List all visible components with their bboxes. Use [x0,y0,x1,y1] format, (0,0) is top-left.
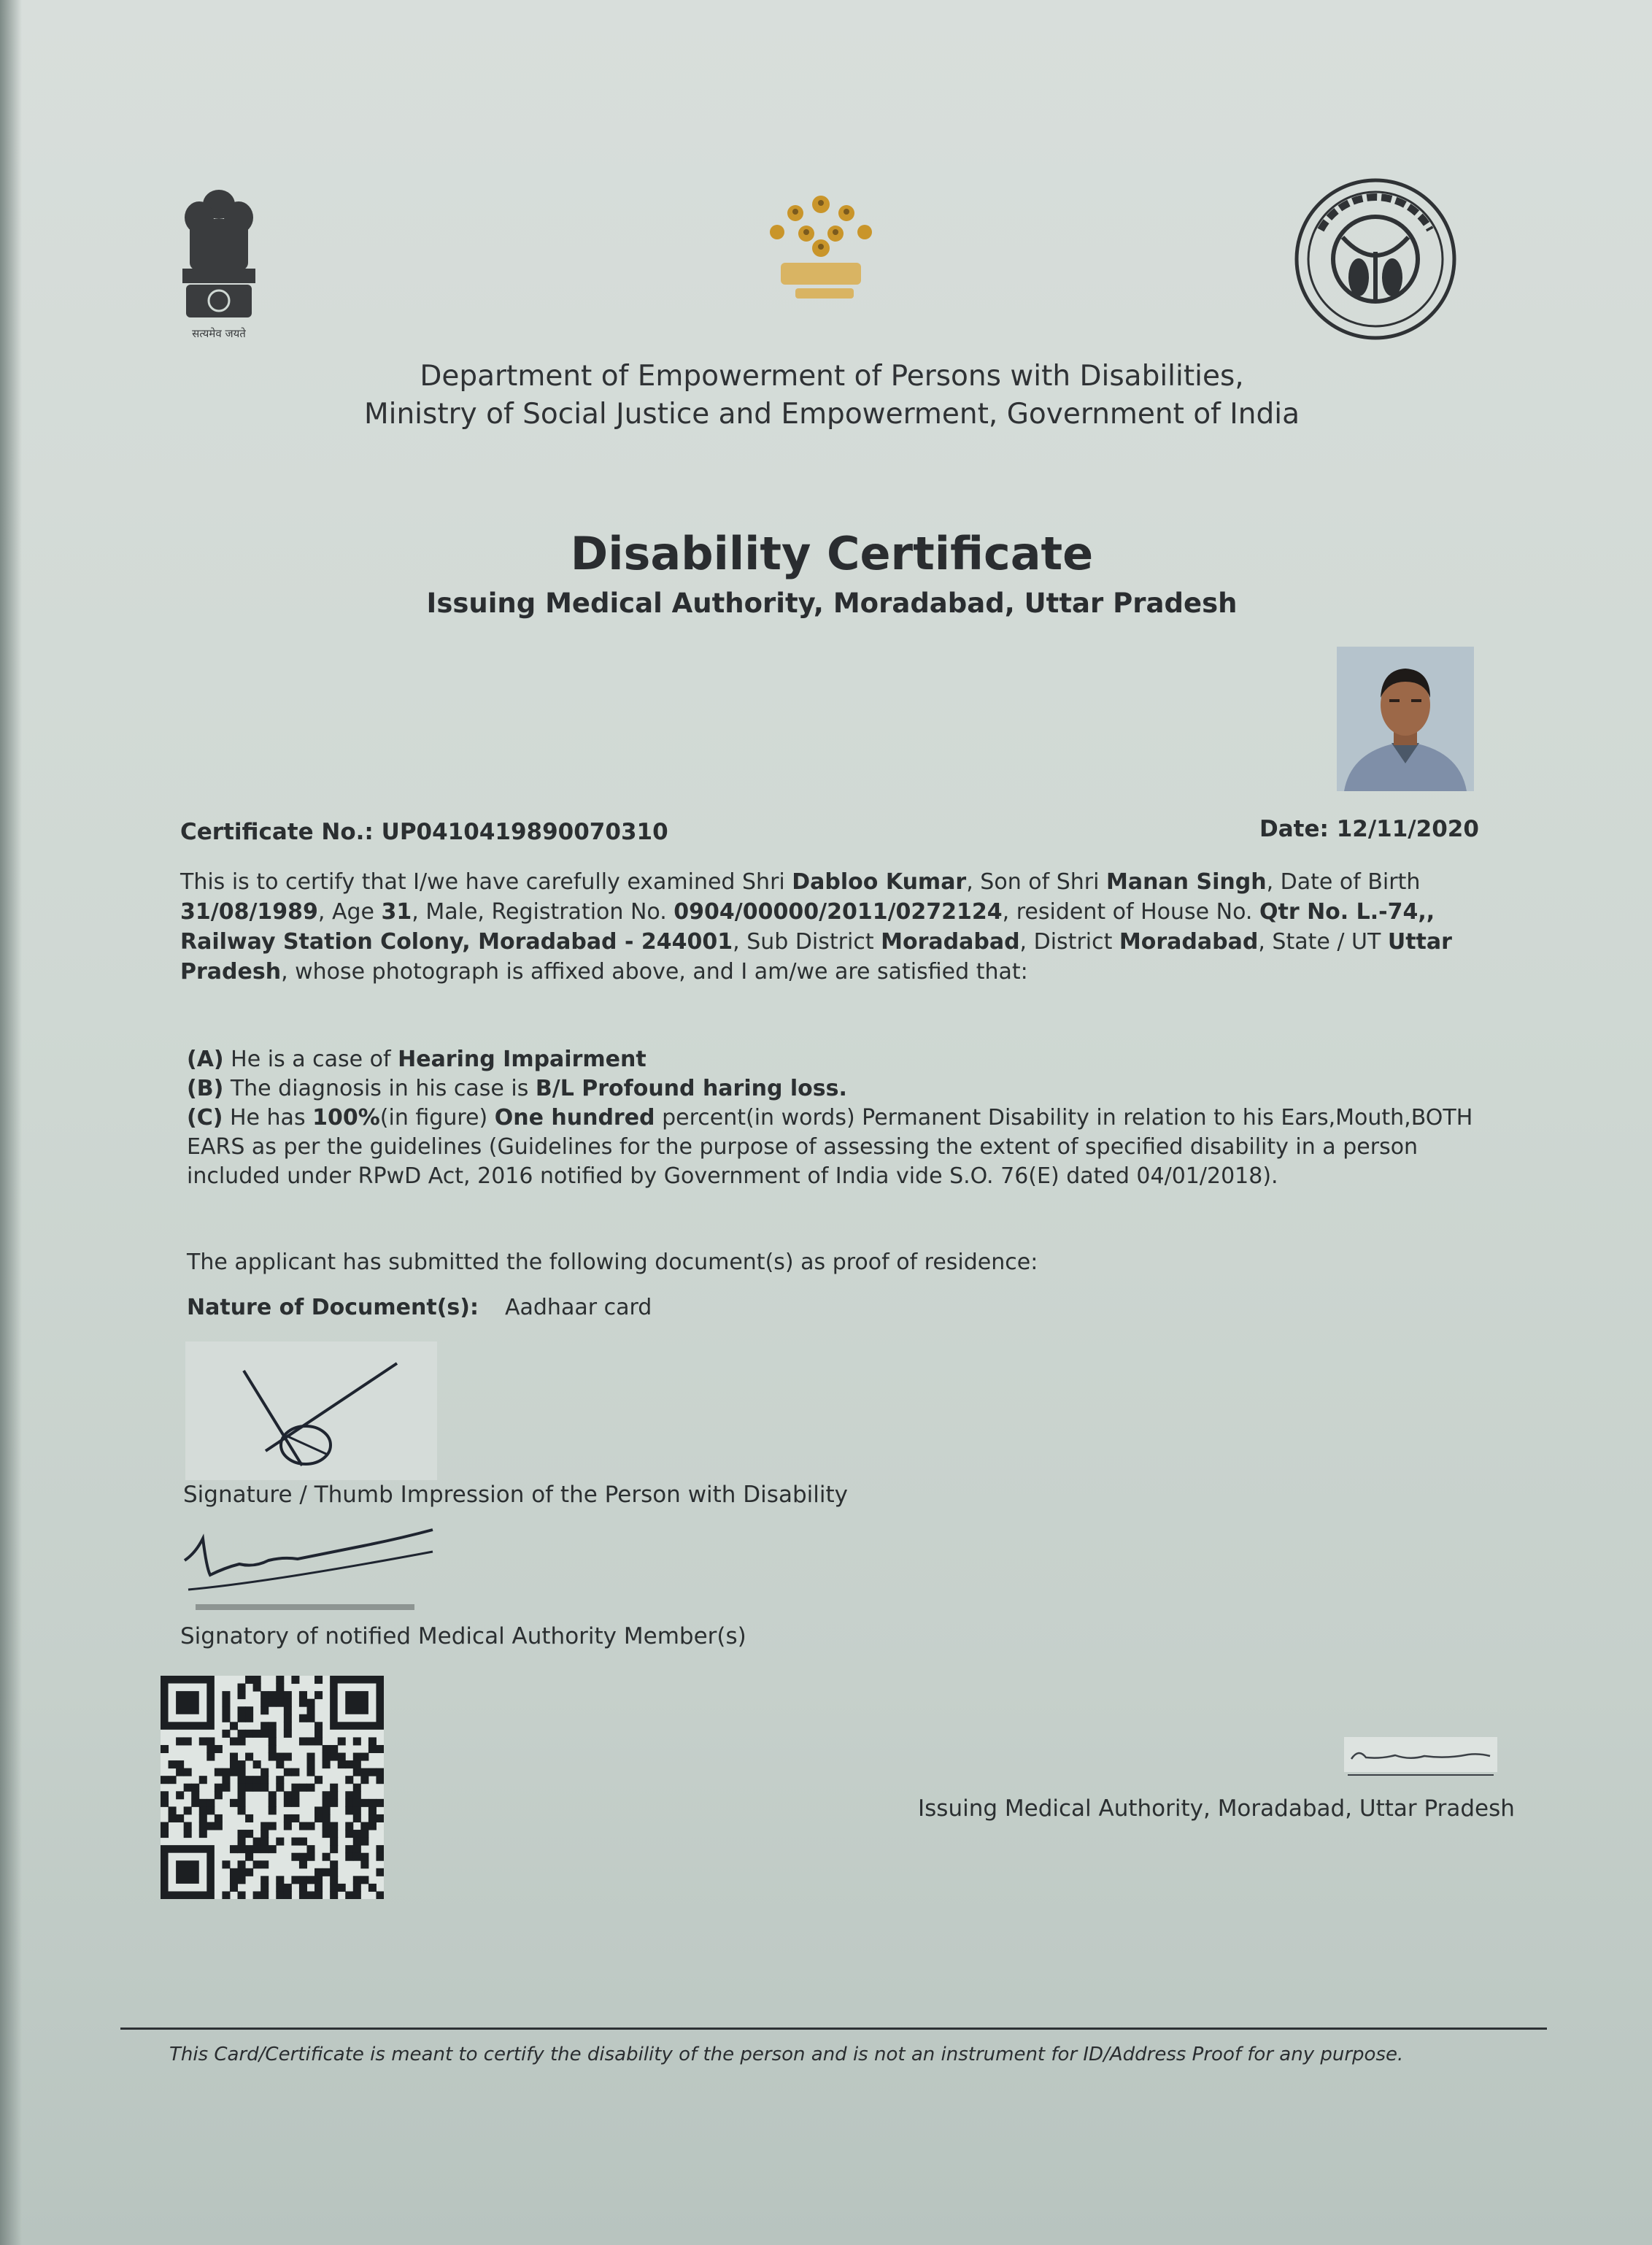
person-signature-caption: Signature / Thumb Impression of the Person with Disability [183,1482,848,1508]
emblem-caption: सत्यमेव जयते [192,327,246,340]
date-of-birth: 31/08/1989 [180,899,318,925]
finding-text: percent(in words) Permanent Disability in relation to his Ears,Mouth,BOTH EARS as per the guidelines (Guidelines for the purpose of assessing the extent of specified disability in a person included under RPwD Act, 2016 notified by Government of India vide S.O. 76(E) dated 04/01/2018). [187,1105,1473,1189]
finding-label: (B) [187,1076,224,1101]
body-text: This is to certify that I/we have carefully examined Shri [180,869,792,895]
finding-text: He is a case of [223,1047,398,1072]
certificate-number-label: Certificate No.: [180,819,374,845]
nature-of-document-value: Aadhaar card [504,1295,652,1320]
finding-c [187,1104,1493,1191]
issuer-signature [1344,1737,1497,1781]
body-text: , Male, Registration No. [412,899,674,925]
body-text: , resident of House No. [1002,899,1259,925]
applicant-name: Dabloo Kumar [792,869,967,895]
medical-findings [187,1045,1493,1191]
certificate-date [1259,816,1479,842]
residence-proof-intro: The applicant has submitted the following document(s) as proof of residence: [187,1249,1038,1275]
finding-label: (A) [187,1047,224,1072]
age: 31 [381,899,412,925]
department-line: Department of Empowerment of Persons with Disabilities, [420,360,1244,393]
authority-signature-caption: Signatory of notified Medical Authority Member(s) [180,1623,746,1649]
body-text: , Age [317,899,382,925]
body-text: , Son of Shri [966,869,1106,895]
disability-percent: 100% [312,1105,380,1131]
sub-district: Moradabad [881,929,1020,955]
nature-of-document-label: Nature of Document(s): [187,1295,479,1320]
issuing-department-header [314,358,1350,434]
ashoka-emblem-icon [164,175,274,343]
finding-text: (in figure) [379,1105,495,1131]
finding-text: He has [223,1105,313,1131]
body-text: , Sub District [733,929,881,955]
finding-text: The diagnosis in his case is [223,1076,536,1101]
uttar-pradesh-seal-icon [1292,172,1459,347]
finding-a [187,1045,1493,1074]
disability-type: Hearing Impairment [398,1047,646,1072]
footer-divider [120,2028,1547,2030]
certificate-number [180,819,668,845]
finding-b [187,1074,1493,1104]
authority-signature [181,1524,436,1619]
diagnosis: B/L Profound haring loss. [535,1076,847,1101]
father-name: Manan Singh [1105,869,1267,895]
page-title: Disability Certificate [570,527,1094,580]
certificate-date-value: 12/11/2020 [1336,816,1479,842]
sugamya-bharat-logo-icon [752,175,890,314]
address: Qtr No. L.-74,, Railway Station Colony, Moradabad - 244001 [180,899,1435,955]
paper-shadow [0,0,22,2245]
ministry-line: Ministry of Social Justice and Empowerment, Government of India [363,398,1300,431]
certificate-date-label: Date: [1259,816,1329,842]
finding-label: (C) [187,1105,223,1131]
certificate-number-value: UP0410419890070310 [381,819,668,845]
page-subtitle: Issuing Medical Authority, Moradabad, Uttar Pradesh [426,588,1238,619]
certification-paragraph [180,867,1486,987]
qr-code [161,1676,384,1899]
state: Uttar Pradesh [180,929,1452,985]
body-text: , State / UT [1258,929,1388,955]
body-text: , District [1019,929,1119,955]
applicant-photo [1337,647,1474,791]
person-signature [185,1341,437,1480]
body-text: , Date of Birth [1266,869,1421,895]
disability-percent-words: One hundred [494,1105,655,1131]
district: Moradabad [1119,929,1259,955]
nature-of-document [187,1295,652,1320]
footer-disclaimer: This Card/Certificate is meant to certify the disability of the person and is not an instrument for ID/Address Proof for any purpose. [169,2044,1404,2065]
registration-number: 0904/00000/2011/0272124 [673,899,1003,925]
body-text: , whose photograph is affixed above, and I am/we are satisfied that: [281,959,1028,985]
issuing-authority: Issuing Medical Authority, Moradabad, Uttar Pradesh [918,1795,1515,1822]
